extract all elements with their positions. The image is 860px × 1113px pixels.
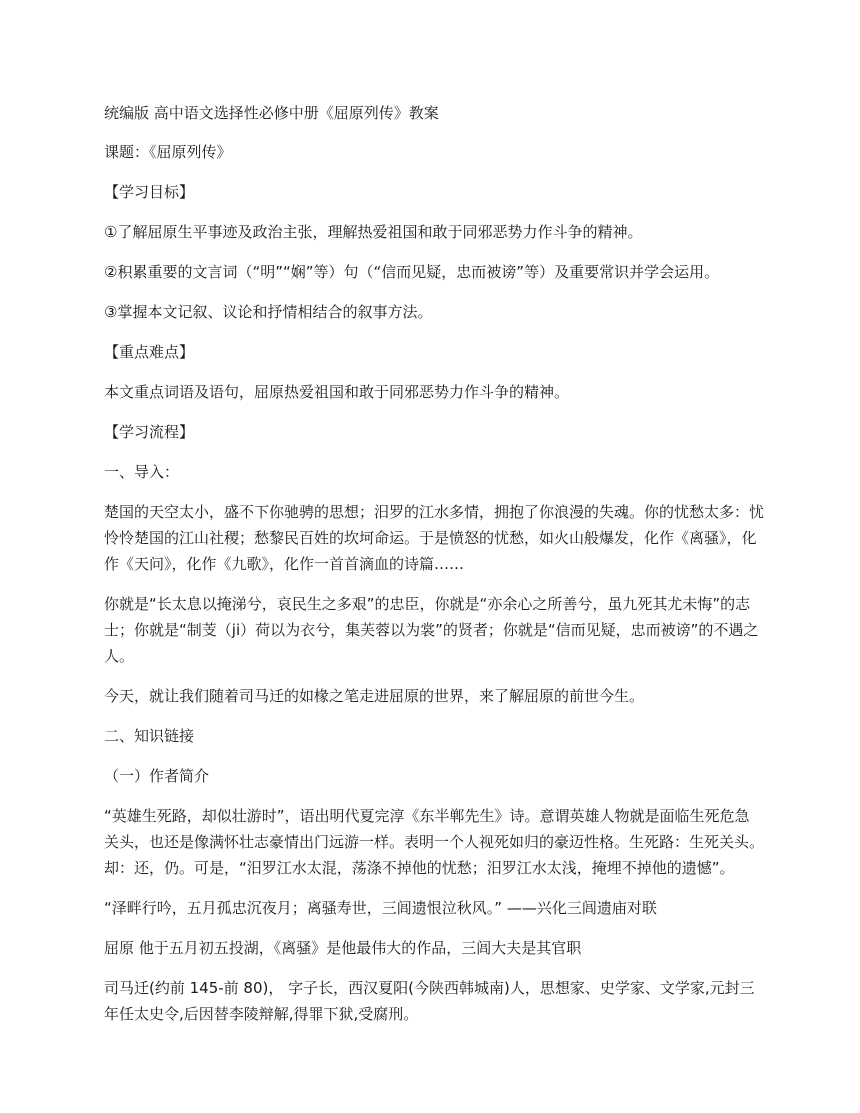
goal-item: ③掌握本文记叙、议论和抒情相结合的叙事方法。 xyxy=(104,303,433,321)
document-page xyxy=(104,100,764,1041)
goal-item: ②积累重要的文言词（“明”“娴”等）句（“信而见疑，忠而被谤”等）及重要常识并学会运用。 xyxy=(104,263,720,281)
key-points-heading: 【重点难点】 xyxy=(104,343,195,361)
quyuan-note: 屈原 他于五月初五投湖，《离骚》是他最伟大的作品，三闾大夫是其官职 xyxy=(104,939,582,957)
section-1-heading: 一、导入： xyxy=(104,463,180,481)
intro-paragraph: 楚国的天空太小，盛不下你驰骋的思想；汨罗的江水多情，拥抱了你浪漫的失魂。你的忧愁太多：忧怜怜楚国的江山社稷；愁黎民百姓的坎坷命运。于是愤怒的忧愁，如火山般爆发，化作《离骚》，化作《天问》，化作《九歌》，化作一首首滴血的诗篇…… xyxy=(104,503,765,573)
subsection-1-heading: （一）作者简介 xyxy=(104,767,210,785)
key-points-text: 本文重点词语及语句，屈原热爱祖国和敢于同邪恶势力作斗争的精神。 xyxy=(104,383,570,401)
couplet-paragraph: “泽畔行吟，五月孤忠沉夜月；离骚寿世，三闾遗恨泣秋风。” ——兴化三闾遗庙对联 xyxy=(104,899,657,917)
lesson-topic: 课题：《屈原列传》 xyxy=(104,143,232,161)
intro-paragraph: 你就是“长太息以掩涕兮，哀民生之多艰”的忠臣，你就是“亦余心之所善兮，虽九死其尤未悔”的志士；你就是“制芰（ji）荷以为衣兮，集芙蓉以为裳”的贤者；你就是“信而见疑，忠而被谤”的不遇之人。 xyxy=(104,595,759,665)
section-2-heading: 二、知识链接 xyxy=(104,727,195,745)
document-title: 统编版 高中语文选择性必修中册《屈原列传》教案 xyxy=(104,104,439,122)
author-paragraph: “英雄生死路，却似壮游时”，语出明代夏完淳《东半郸先生》诗。意谓英雄人物就是面临生死危急关头，也还是像满怀壮志豪情出门远游一样。表明一个人视死如归的豪迈性格。生死路：生死关头。却：还，仍。可是，“汨罗江水太混，荡涤不掉他的忧愁；汨罗江水太浅，掩埋不掉他的遗憾”。 xyxy=(104,807,765,877)
intro-paragraph: 今天，就让我们随着司马迁的如椽之笔走进屈原的世界，来了解屈原的前世今生。 xyxy=(104,687,645,705)
goal-item: ①了解屈原生平事迹及政治主张，理解热爱祖国和敢于同邪恶势力作斗争的精神。 xyxy=(104,223,643,241)
simaqian-paragraph: 司马迁(约前 145-前 80)， 字子长，西汉夏阳(今陕西韩城南)人，思想家、史学家、文学家,元封三年任太史令,后因替李陵辩解,得罪下狱,受腐刑。 xyxy=(104,979,755,1023)
goals-heading: 【学习目标】 xyxy=(104,183,195,201)
process-heading: 【学习流程】 xyxy=(104,423,195,441)
